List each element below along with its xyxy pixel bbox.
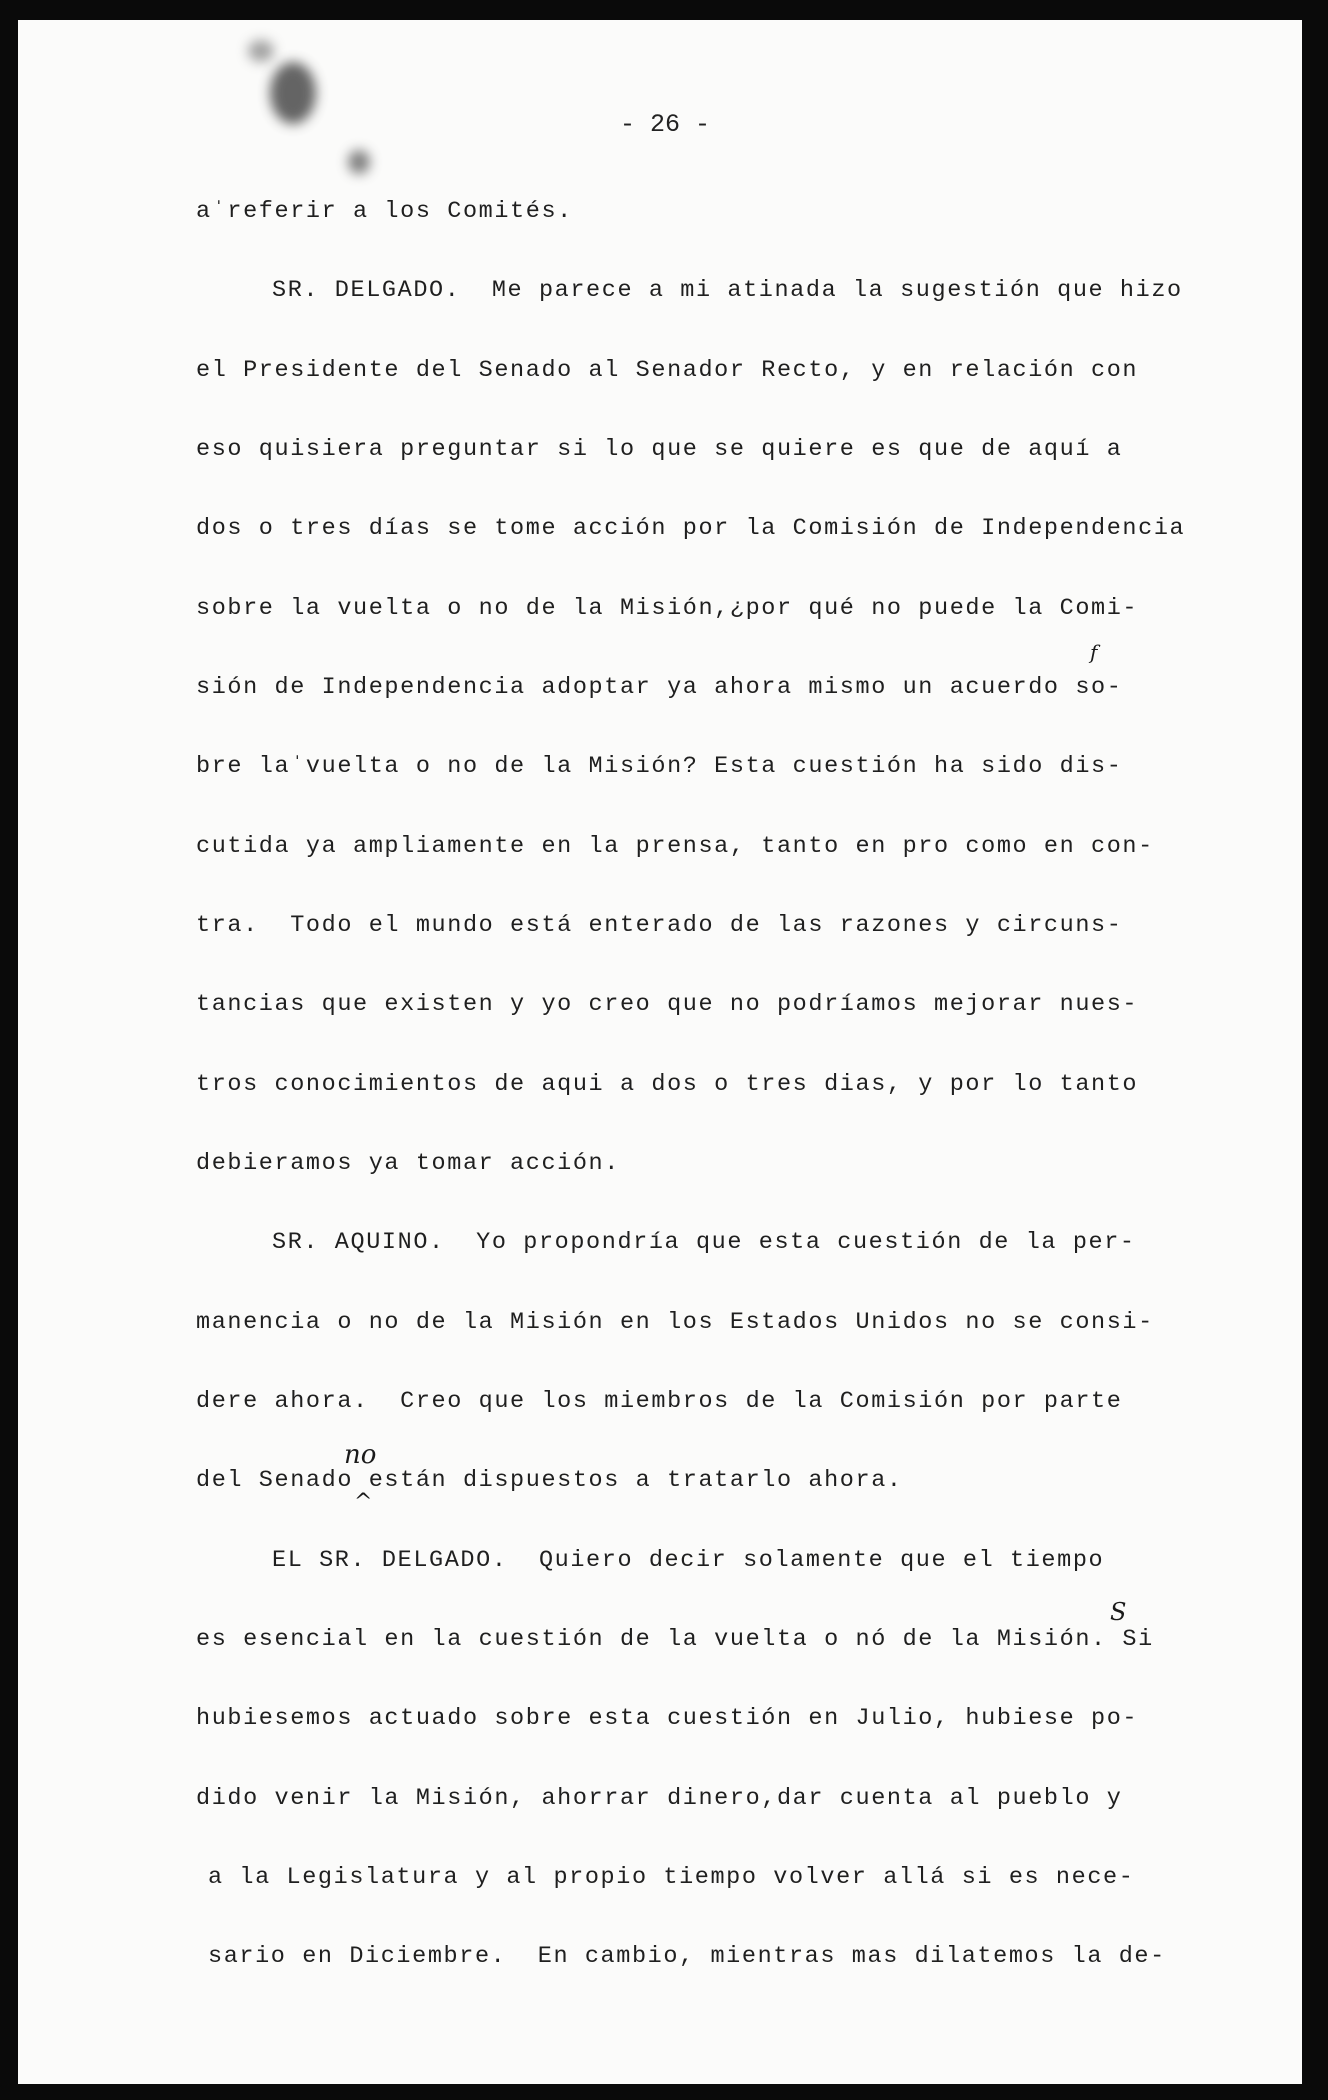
text-line: el Presidente del Senado al Senador Recto, y en relación con [196,357,1139,384]
text-line: es esencial en la cuestión de la vuelta o nó de la Misión. Si [196,1626,1154,1653]
text-line: hubiesemos actuado sobre esta cuestión en Julio, hubiese po- [196,1705,1139,1732]
text-line: tra. Todo el mundo está enterado de las razones y circuns- [196,912,1123,939]
text-line: EL SR. DELGADO. Quiero decir solamente que el tiempo [272,1547,1105,1574]
text-line: SR. DELGADO. Me parece a mi atinada la sugestión que hizo [272,277,1183,304]
text-line: tros conocimientos de aqui a dos o tres dias, y por lo tanto [196,1071,1139,1098]
ink-smudge [248,40,274,62]
text-line: del Senado están dispuestos a tratarlo ahora. [196,1467,903,1494]
page-number: - 26 - [620,110,711,139]
text-line: bre laˈvuelta o no de la Misión? Esta cuestión ha sido dis- [196,753,1123,780]
text-line: dos o tres días se tome acción por la Comisión de Independencia [196,515,1186,542]
text-line: sobre la vuelta o no de la Misión,¿por qué no puede la Comi- [196,595,1139,622]
text-line: manencia o no de la Misión en los Estados Unidos no se consi- [196,1309,1154,1336]
text-line: sario en Diciembre. En cambio, mientras mas dilatemos la de- [208,1943,1166,1970]
text-line: a la Legislatura y al propio tiempo volver allá si es nece- [208,1864,1135,1891]
handwritten-mark: f [1090,640,1098,664]
text-line: tancias que existen y yo creo que no podríamos mejorar nues- [196,991,1139,1018]
handwritten-correction: S [1110,1598,1127,1626]
handwritten-insertion: no [344,1440,377,1470]
text-line: cutida ya ampliamente en la prensa, tanto en pro como en con- [196,833,1154,860]
text-line: debieramos ya tomar acción. [196,1150,620,1177]
ink-smudge [270,62,316,124]
ink-smudge [348,150,370,174]
text-line: aˈreferir a los Comités. [196,198,573,225]
text-line: sión de Independencia adoptar ya ahora mismo un acuerdo so- [196,674,1123,701]
document-page [18,20,1302,2084]
text-line: eso quisiera preguntar si lo que se quiere es que de aquí a [196,436,1123,463]
text-line: dido venir la Misión, ahorrar dinero,dar cuenta al pueblo y [196,1785,1123,1812]
text-line: dere ahora. Creo que los miembros de la Comisión por parte [196,1388,1123,1415]
text-line: SR. AQUINO. Yo propondría que esta cuestión de la per- [272,1229,1136,1256]
handwritten-caret: ^ [354,1490,373,1515]
